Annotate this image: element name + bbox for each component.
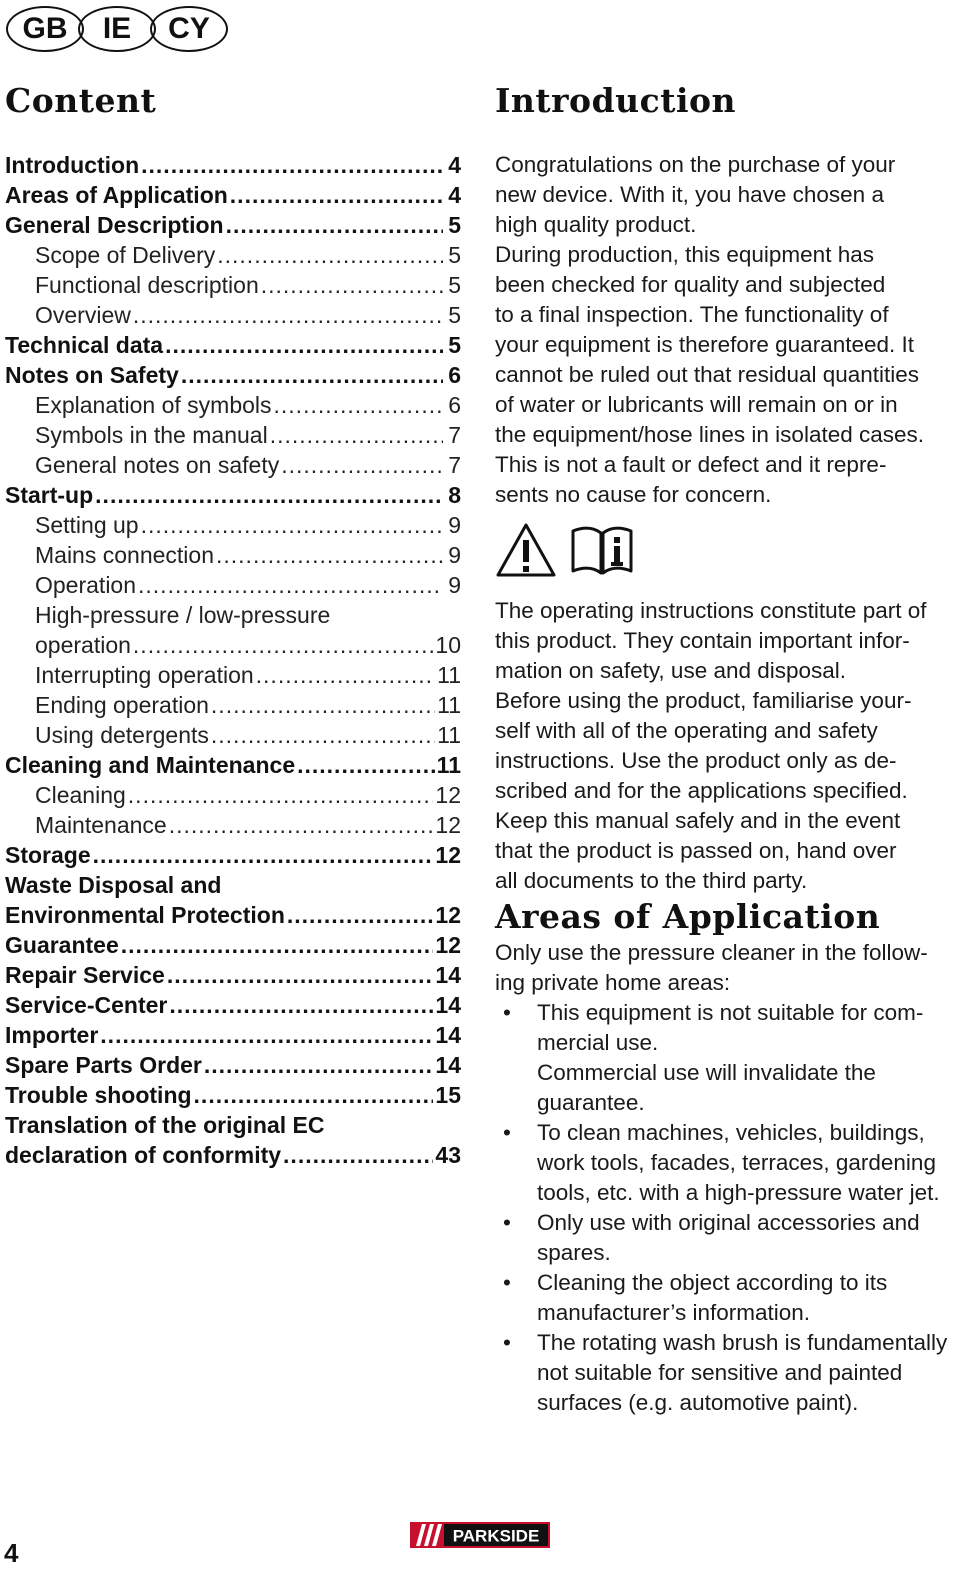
text-line: the equipment/hose lines in isolated cases. [495, 422, 925, 447]
toc-leader-dots [274, 390, 443, 420]
bullet-text: Commercial use will invalidate the [537, 1060, 876, 1085]
bullet-line [495, 1208, 953, 1238]
toc-entry-label: Service-Center [5, 992, 168, 1018]
toc-entry-label: Importer [5, 1022, 99, 1048]
toc-leader-dots [128, 780, 434, 810]
toc-entry-page: 10 [435, 632, 461, 658]
toc-entry-label: Maintenance [35, 812, 167, 838]
text-line: Keep this manual safely and in the event [495, 808, 901, 833]
toc-entry-label: High-pressure / low-pressure [35, 602, 331, 628]
toc-entry [5, 330, 461, 360]
toc-leader-dots [211, 720, 435, 750]
bullet-line [495, 1028, 953, 1058]
toc-entry-page: 11 [437, 692, 461, 718]
toc-entry-label: Start-up [5, 482, 94, 508]
introduction-title: Introduction [495, 81, 737, 120]
text-line: all documents to the third party. [495, 868, 808, 893]
toc-entry [5, 780, 461, 810]
areas-title: Areas of Application [495, 897, 881, 936]
toc-leader-dots [226, 210, 443, 240]
parkside-logo [410, 1522, 550, 1548]
toc-entry-label: Areas of Application [5, 182, 228, 208]
manual-info-icon [569, 523, 635, 577]
toc-entry-label: Repair Service [5, 962, 165, 988]
toc-leader-dots [194, 1080, 434, 1110]
bullet-marker: • [503, 1120, 511, 1145]
toc-entry [5, 180, 461, 210]
bullet-marker: • [503, 1270, 511, 1295]
bullet-text: The rotating wash brush is fundamentally [537, 1330, 948, 1355]
content-title: Content [5, 81, 157, 120]
bullet-marker: • [503, 1330, 511, 1355]
toc-entry-label: Storage [5, 842, 91, 868]
toc-entry-page: 11 [437, 722, 461, 748]
toc-entry-label: operation [35, 632, 131, 658]
toc-entry-label: Operation [35, 572, 137, 598]
toc-leader-dots [217, 240, 443, 270]
toc-entry-page: 7 [448, 422, 461, 448]
bullet-line [495, 1178, 953, 1208]
bullet-marker: • [503, 1000, 511, 1025]
text-line: to a final inspection. The functionality of [495, 302, 889, 327]
page-number: 4 [4, 1538, 19, 1568]
toc-entry [5, 900, 461, 930]
text-line: cannot be ruled out that residual quantities [495, 362, 920, 387]
lang-badge-cy: CY [150, 6, 228, 52]
toc-entry-label: Cleaning and Maintenance [5, 752, 296, 778]
toc-leader-dots [281, 450, 443, 480]
toc-entry [5, 990, 461, 1020]
toc-leader-dots [133, 630, 433, 660]
toc-entry-label: Waste Disposal and [5, 872, 222, 898]
lang-badge-ie: IE [78, 6, 156, 52]
text-line: During production, this equipment has [495, 242, 874, 267]
areas-bullet-list [495, 998, 953, 1418]
toc-entry [5, 870, 461, 900]
text-line: instructions. Use the product only as de- [495, 748, 897, 773]
toc-entry-label: Interrupting operation [35, 662, 254, 688]
toc-entry-label: Cleaning [35, 782, 126, 808]
toc-entry-page: 9 [448, 542, 461, 568]
toc-leader-dots [211, 690, 435, 720]
text-line: Before using the product, familiarise your- [495, 688, 912, 713]
bullet-text: guarantee. [537, 1090, 645, 1115]
toc-entry-label: Scope of Delivery [35, 242, 216, 268]
toc-leader-dots [95, 480, 443, 510]
toc-entry-page: 12 [435, 812, 461, 838]
toc-entry [5, 150, 461, 180]
bullet-text: To clean machines, vehicles, buildings, [537, 1120, 925, 1145]
toc-leader-dots [141, 510, 443, 540]
toc-entry [5, 840, 461, 870]
toc-entry [5, 270, 461, 300]
toc-entry [5, 480, 461, 510]
bullet-text: spares. [537, 1240, 611, 1265]
bullet-line [495, 1238, 953, 1268]
bullet-text: tools, etc. with a high-pressure water jet. [537, 1180, 940, 1205]
toc-entry-page: 5 [448, 272, 461, 298]
toc-entry-label: Setting up [35, 512, 139, 538]
text-line: high quality product. [495, 212, 697, 237]
toc-entry-page: 4 [448, 152, 461, 178]
toc-entry [5, 390, 461, 420]
toc-leader-dots [283, 1140, 433, 1170]
toc-entry [5, 750, 461, 780]
toc-leader-dots [167, 960, 434, 990]
introduction-text-a [495, 150, 953, 510]
areas-intro-text [495, 938, 953, 998]
toc-entry-page: 6 [448, 392, 461, 418]
lang-badge-gb: GB [6, 6, 84, 52]
bullet-text: manufacturer’s information. [537, 1300, 811, 1325]
toc-entry [5, 570, 461, 600]
bullet-line [495, 1328, 953, 1358]
toc-entry-page: 5 [448, 332, 461, 358]
toc-entry-page: 8 [448, 482, 461, 508]
toc-entry [5, 300, 461, 330]
toc-entry-label: declaration of conformity [5, 1142, 282, 1168]
toc-entry-page: 4 [448, 182, 461, 208]
toc-entry-label: Functional description [35, 272, 259, 298]
toc-entry [5, 690, 461, 720]
toc-entry [5, 1110, 461, 1140]
toc-leader-dots [261, 270, 443, 300]
text-line: This is not a fault or defect and it repre- [495, 452, 887, 477]
toc-leader-dots [216, 540, 443, 570]
toc-leader-dots [100, 1020, 433, 1050]
toc-entry-label: Technical data [5, 332, 164, 358]
toc-entry-page: 43 [435, 1142, 461, 1168]
bullet-line [495, 998, 953, 1028]
toc-leader-dots [165, 330, 443, 360]
bullet-line [495, 1148, 953, 1178]
toc-entry-label: Symbols in the manual [35, 422, 268, 448]
text-line: scribed and for the applications specified. [495, 778, 908, 803]
toc-entry-page: 14 [435, 1022, 461, 1048]
toc-entry [5, 1020, 461, 1050]
toc-entry [5, 630, 461, 660]
bullet-text: mercial use. [537, 1030, 659, 1055]
toc-entry-label: Using detergents [35, 722, 209, 748]
toc-entry-page: 9 [448, 512, 461, 538]
toc-leader-dots [141, 150, 443, 180]
toc-entry-page: 5 [448, 212, 461, 238]
toc-entry [5, 1080, 461, 1110]
toc-entry [5, 240, 461, 270]
toc-leader-dots [181, 360, 443, 390]
text-line: Congratulations on the purchase of your [495, 152, 896, 177]
toc-entry-label: Mains connection [35, 542, 214, 568]
toc-entry [5, 450, 461, 480]
toc-leader-dots [287, 900, 434, 930]
toc-leader-dots [169, 990, 433, 1020]
text-line: new device. With it, you have chosen a [495, 182, 884, 207]
text-line: been checked for quality and subjected [495, 272, 886, 297]
toc-entry-page: 11 [437, 662, 461, 688]
toc-leader-dots [138, 570, 443, 600]
toc-entry-label: Guarantee [5, 932, 119, 958]
text-line: sents no cause for concern. [495, 482, 772, 507]
toc-leader-dots [230, 180, 443, 210]
toc-entry-page: 11 [436, 752, 461, 778]
toc-entry-label: Trouble shooting [5, 1082, 192, 1108]
toc-entry [5, 810, 461, 840]
bullet-line [495, 1358, 953, 1388]
bullet-line [495, 1088, 953, 1118]
toc-entry [5, 510, 461, 540]
toc-entry [5, 210, 461, 240]
bullet-text: Cleaning the object according to its [537, 1270, 888, 1295]
symbol-row [495, 522, 953, 578]
bullet-text: Only use with original accessories and [537, 1210, 920, 1235]
toc-entry-page: 12 [435, 902, 461, 928]
bullet-line [495, 1268, 953, 1298]
toc-leader-dots [93, 840, 434, 870]
toc-leader-dots [133, 300, 443, 330]
toc-entry-label: Translation of the original EC [5, 1112, 325, 1138]
toc-entry-page: 14 [435, 962, 461, 988]
toc-leader-dots [121, 930, 434, 960]
bullet-line [495, 1298, 953, 1328]
toc-entry-page: 14 [435, 1052, 461, 1078]
text-line: that the product is passed on, hand over [495, 838, 897, 863]
toc-entry-label: Introduction [5, 152, 140, 178]
introduction-text-b [495, 596, 953, 896]
text-line: your equipment is therefore guaranteed. It [495, 332, 915, 357]
table-of-contents [5, 150, 461, 1170]
toc-entry [5, 1140, 461, 1170]
text-line: self with all of the operating and safety [495, 718, 878, 743]
toc-leader-dots [169, 810, 434, 840]
toc-entry-label: General Description [5, 212, 224, 238]
text-line: ing private home areas: [495, 970, 731, 995]
toc-entry-label: Environmental Protection [5, 902, 285, 928]
toc-entry-page: 14 [435, 992, 461, 1018]
toc-leader-dots [256, 660, 435, 690]
toc-entry [5, 660, 461, 690]
language-badges [6, 6, 222, 54]
toc-entry-label: Overview [35, 302, 131, 328]
warning-triangle-icon [495, 522, 557, 578]
toc-leader-dots [297, 750, 435, 780]
text-line: this product. They contain important infor- [495, 628, 910, 653]
toc-entry-page: 15 [435, 1082, 461, 1108]
toc-entry-page: 6 [448, 362, 461, 388]
toc-entry-label: Notes on Safety [5, 362, 179, 388]
toc-entry-page: 9 [448, 572, 461, 598]
toc-entry-page: 12 [435, 782, 461, 808]
toc-entry [5, 600, 461, 630]
toc-entry [5, 930, 461, 960]
toc-entry-label: Spare Parts Order [5, 1052, 202, 1078]
toc-entry-label: General notes on safety [35, 452, 280, 478]
bullet-line [495, 1058, 953, 1088]
toc-entry-page: 12 [435, 932, 461, 958]
main-column [495, 80, 953, 1418]
brand-text: PARKSIDE [452, 1526, 540, 1546]
bullet-text: not suitable for sensitive and painted [537, 1360, 903, 1385]
toc-entry [5, 960, 461, 990]
bullet-text: work tools, facades, terraces, gardening [537, 1150, 936, 1175]
toc-entry [5, 720, 461, 750]
content-column [5, 80, 461, 1170]
toc-entry-page: 5 [448, 302, 461, 328]
bullet-line [495, 1118, 953, 1148]
toc-entry-label: Ending operation [35, 692, 209, 718]
text-line: The operating instructions constitute part of [495, 598, 927, 623]
toc-entry-page: 7 [448, 452, 461, 478]
text-line: Only use the pressure cleaner in the follow- [495, 940, 928, 965]
toc-entry [5, 420, 461, 450]
text-line: of water or lubricants will remain on or in [495, 392, 898, 417]
bullet-text: surfaces (e.g. automotive paint). [537, 1390, 859, 1415]
toc-entry-page: 12 [435, 842, 461, 868]
toc-entry-label: Explanation of symbols [35, 392, 272, 418]
bullet-line [495, 1388, 953, 1418]
toc-entry-page: 5 [448, 242, 461, 268]
toc-entry [5, 1050, 461, 1080]
text-line: mation on safety, use and disposal. [495, 658, 847, 683]
toc-leader-dots [204, 1050, 434, 1080]
bullet-text: This equipment is not suitable for com- [537, 1000, 924, 1025]
bullet-marker: • [503, 1210, 511, 1235]
toc-leader-dots [270, 420, 443, 450]
toc-entry [5, 540, 461, 570]
toc-entry [5, 360, 461, 390]
